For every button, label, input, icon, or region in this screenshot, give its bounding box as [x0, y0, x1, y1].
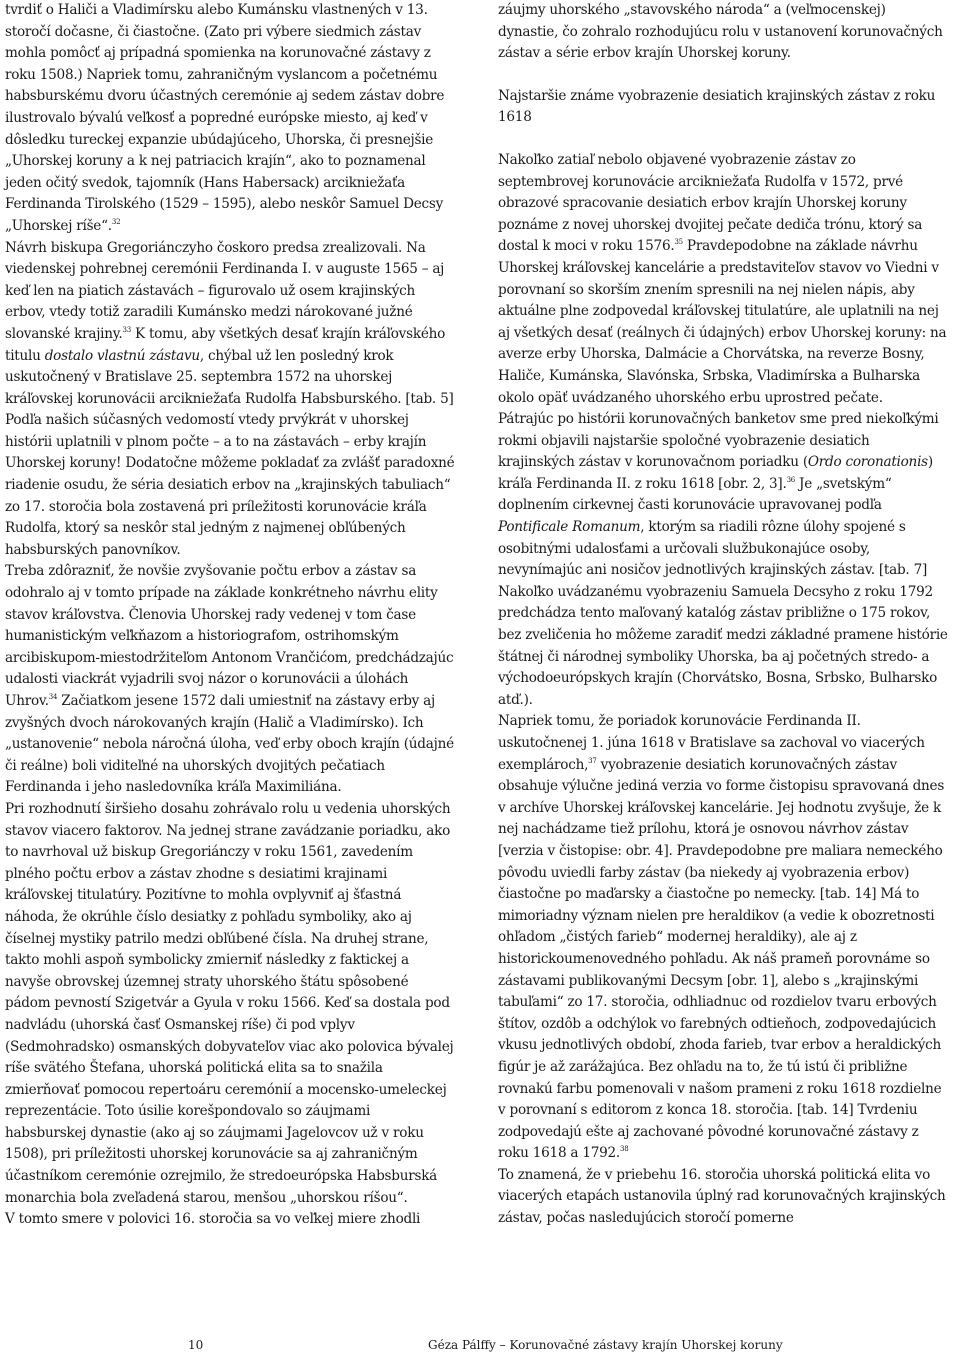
footnote-ref-38[interactable]: 38 — [620, 1145, 629, 1154]
left-column — [5, 0, 455, 1231]
footnote-ref-32[interactable]: 32 — [111, 217, 121, 226]
left-paragraph-3: Treba zdôrazniť, že novšie zvyšovanie počtu erbov a zástav sa odohralo aj v tomto prípade na základe konkrétneho návrhu elity stavov kráľovstva. Členovia Uhorskej rady vedenej v tom čase humanistickým veľkňazom a historiografom, ostrihomským arcibiskupom-miestodržiteľom Antonom Vrančićom, predchádzajúc udalosti viackrát vyjadrili svoj názor o korunovácii a úlohách Uhrov.$^{34}$ Začiatkom jesene 1572 dali umiestniť na zástavy erby aj zvyšných dvoch nárokovaných krajín (Halič a Vladimírsko). Ich „ustanovenie“ nebola náročná úloha, veď erby oboch krajín (údajné či reálne) boli viditeľné na uhorských dvojitých pečatiach Ferdinanda i jeho nasledovníka kráľa Maximiliána. — [5, 563, 454, 796]
footnote-ref-37[interactable]: 37 — [588, 756, 597, 765]
section-heading: Najstaršie známe vyobrazenie desiatich krajinských zástav z roku 1618 — [498, 87, 936, 126]
left-paragraph-2: Návrh biskupa Gregoriánczyho čoskoro predsa zrealizovali. Na viedenskej pohrebnej ceremónii Ferdinanda I. v auguste 1565 – aj keď len na piatich zástavách – figurovalo už osem krajinských erbov, vtedy totiž zaradili Kumánsko medzi nárokované južné slovanské krajiny.$^{33}$ K tomu, aby všetkých desať krajín kráľovského titulu dostalo vlastnú zástavu, chýbal už len posledný krok uskutočnený v Bratislave 25. septembra 1572 na uhorskej kráľovskej korunovácii arcikniežaťa Rudolfa Habsburského. [tab. 5] Podľa našich súčasných vedomostí vtedy prvýkrát v uhorskej histórii uplatnili v plnom počte – a to na zástavách – erby krajín Uhorskej koruny! Dodatočne môžeme pokladať za zvlášť paradoxné riadenie osudu, že séria desiatich erbov na „krajinských tabuliach“ zo 17. storočia bola zostavená pri príležitosti korunovácie kráľa Rudolfa, ktorý sa neskôr stal jedným z najmenej obľúbených habsburských panovníkov. — [5, 239, 455, 558]
footnote-ref-34[interactable]: 34 — [48, 693, 58, 701]
right-paragraph-5: To znamená, že v priebehu 16. storočia uhorská politická elita vo viacerých etapách ustanovila úplný rad korunovačných krajinských zástav, počas nasledujúcich storočí pomerne — [498, 1166, 946, 1227]
footnote-ref-35[interactable]: 35 — [674, 238, 683, 247]
right-paragraph-3: Pátrajúc po histórii korunovačných banketov sme pred niekoľkými rokmi objavili najstaršie spoločné vyobrazenie desiatich krajinských zástav v korunovačnom poriadku (Ordo coronationis) kráľa Ferdinanda II. z roku 1618 [obr. 2, 3].$^{36}$ Je „svetským“ doplnením cirkevnej časti korunovácie upravovanej podľa Pontificale Romanum, ktorým sa riadili rôzne úlohy spojené s osobitnými udalosťami a určovali službukonajúce osoby, nevynímajúc ani nosičov jednotlivých krajinských zástav. [tab. 7] Nakoľko uvádzanému vyobrazeniu Samuela Decsyho z roku 1792 predchádza tento maľovaný katalóg zástav približne o 175 rokov, bez zveličenia ho môžeme zaradiť medzi základné pramene histórie štátnej či národnej symboliky Uhorska, ba aj početných stredo- a východoeurópskych krajín (Chorvátsko, Bosna, Srbsko, Bulharsko atď.). — [498, 411, 948, 708]
footnote-ref-33[interactable]: 33 — [122, 325, 131, 334]
running-footer: Géza Pálffy – Korunovačné zástavy krajín Uhorskej koruny — [428, 1338, 783, 1352]
left-paragraph-4: Pri rozhodnutí širšieho dosahu zohrávalo rolu u vedenia uhorských stavov viacero faktorov. Na jednej strane zavádzanie poriadku, ako to navrhoval už biskup Gregoriánczy v roku 1561, zavedením plného počtu erbov a zástav zhodne s desiatimi krajinami kráľovskej titulatúry. Pozitívne to mohla ovplyvniť aj šťastná náhoda, že okrúhle číslo desiatky z pohľadu symboliky, ako aj číselnej mystiky patrilo medzi obľúbené čísla. Na druhej strane, takto mohli aspoň symbolicky zmierniť následky z faktickej a navyše obrovskej územnej straty uhorského štátu spôsobené pádom pevností Szigetvár a Gyula v roku 1566. Keď sa dostala pod nadvládu (uhorská časť Osmanskej ríše) či pod vplyv (Sedmohradsko) osmanských dobyvateľov viac ako polovica bývalej ríše svätého Štefana, uhorská politická elita sa to snažila zmierňovať pomocou repertoáru ceremónií a mocensko-umeleckej reprezentácie. Toto úsilie korešpondovalo so záujmami habsburskej dynastie (ako aj so záujmami Jagelovcov už v roku 1508), pri príležitosti uhorskej korunovácie sa aj zahraničným účastníkom ceremónie ozrejmilo, že stredoeurópska Habsburská monarchia bola zveľadená starou, menšou „uhorskou ríšou“. — [5, 800, 454, 1206]
right-paragraph-2: Nakoľko zatiaľ nebolo objavené vyobrazenie zástav zo septembrovej korunovácie arcikniežaťa Rudolfa v 1572, prvé obrazové spracovanie desiatich erbov krajín Uhorskej koruny poznáme z novej uhorskej dvojitej pečate dediča trónu, ktorý sa dostal k moci v roku 1576.35 Pravdepodobne na základe návrhu Uhorskej kráľovskej kancelárie a predstaviteľov stavov vo Viedni v porovnaní so skorším znením spresnili na nej nielen nápis, aby aktuálne plne zodpovedal kráľovskej titulatúre, ale uplatnili na nej aj všetkých desať (reálnych či údajných) erbov Uhorskej koruny: na averze erby Uhorska, Dalmácie a Chorvátska, na reverze Bosny, Haliče, Kumánska, Slavónska, Srbska, Vladimírska a Bulharska okolo opäť uvádzaného uhorského erbu uprostred pečate. — [498, 151, 947, 406]
page-number: 10 — [188, 1338, 204, 1352]
right-paragraph-1: záujmy uhorského „stavovského národa“ a (veľmocenskej) dynastie, čo zohralo rozhodujúcu rolu v ustanovení korunovačných zástav a série erbov krajín Uhorskej koruny. — [498, 2, 943, 62]
left-paragraph-1: tvrdiť o Haliči a Vladimírsku alebo Kumánsku vlastnených v 13. storočí dočasne, či čiastočne. (Zato pri výbere siedmich zástav mohla pomôcť aj prípadná spomienka na korunovačné zástavy z roku 1508.) Napriek tomu, zahraničným vyslancom a početnému habsburskému dvoru účastných ceremónie aj sedem zástav dobre ilustrovalo bývalú veľkosť a popredné európske miesto, aj keď v dôsledku tureckej expanzie ubúdajúceho, Uhorska, či presnejšie „Uhorskej koruny a k nej patriacich krajín“, ako to poznamenal jeden očitý svedok, tajomník (Hans Habersack) arcikniežaťa Ferdinanda Tirolského (1529 – 1595), alebo neskôr Samuel Decsy „Uhorskej ríše“.$^{32}$ — [5, 2, 445, 234]
emphasis-text: Ordo coronationis — [807, 454, 928, 471]
emphasis-text: Pontificale Romanum — [498, 519, 641, 536]
right-paragraph-4: Napriek tomu, že poriadok korunovácie Ferdinanda II. uskutočnenej 1. júna 1618 v Bratislave sa zachoval vo viacerých exemplároch,$^{37}$ vyobrazenie desiatich korunovačných zástav obsahuje výlučne jediná verzia vo forme čistopisu spravovaná dnes v archíve Uhorskej kráľovskej kancelárie. Jej hodnotu zvyšuje, že k nej nachádzame tiež prílohu, ktorá je osnovou návrhov zástav [verzia v čistopise: obr. 4]. Pravdepodobne pre maliara nemeckého pôvodu uviedli farby zástav (ba niekedy aj vyobrazenia erbov) čiastočne po maďarsky a čiastočne po nemecky. [tab. 14] Má to mimoriadny význam nielen pre heraldikov (a vedie k obozretnosti ohľadom „čistých farieb“ modernej heraldiky), ale aj z historickoumenovedného pohľadu. Ak náš prameň porovnáme so zástavami publikovanými Decsym [obr. 1], alebo s „krajinskými tabuľami“ zo 17. storočia, odhliadnuc od rozdielov tvaru erbových štítov, ozdôb a odchýlok vo farebných odtieňoch, zodpovedajúcich vkusu jednotlivých období, zhoda farieb, tvar erbov a heraldických figúr je až zarážajúca. Bez ohľadu na to, že tú istú či približne rovnakú farbu pomenovali v našom prameni z roku 1618 rozdielne v porovnaní s editorom z konca 18. storočia. [tab. 14] Tvrdeniu zodpovedajú ešte aj zachované pôvodné korunovačné zástavy z roku 1618 a 1792.38 — [498, 713, 945, 1162]
left-paragraph-5: V tomto smere v polovici 16. storočia sa vo veľkej miere zhodli — [5, 1211, 421, 1228]
footnote-ref-36[interactable]: 36 — [786, 475, 795, 484]
right-column — [498, 0, 948, 1230]
emphasis-text: dostalo vlastnú zástavu — [44, 347, 200, 364]
